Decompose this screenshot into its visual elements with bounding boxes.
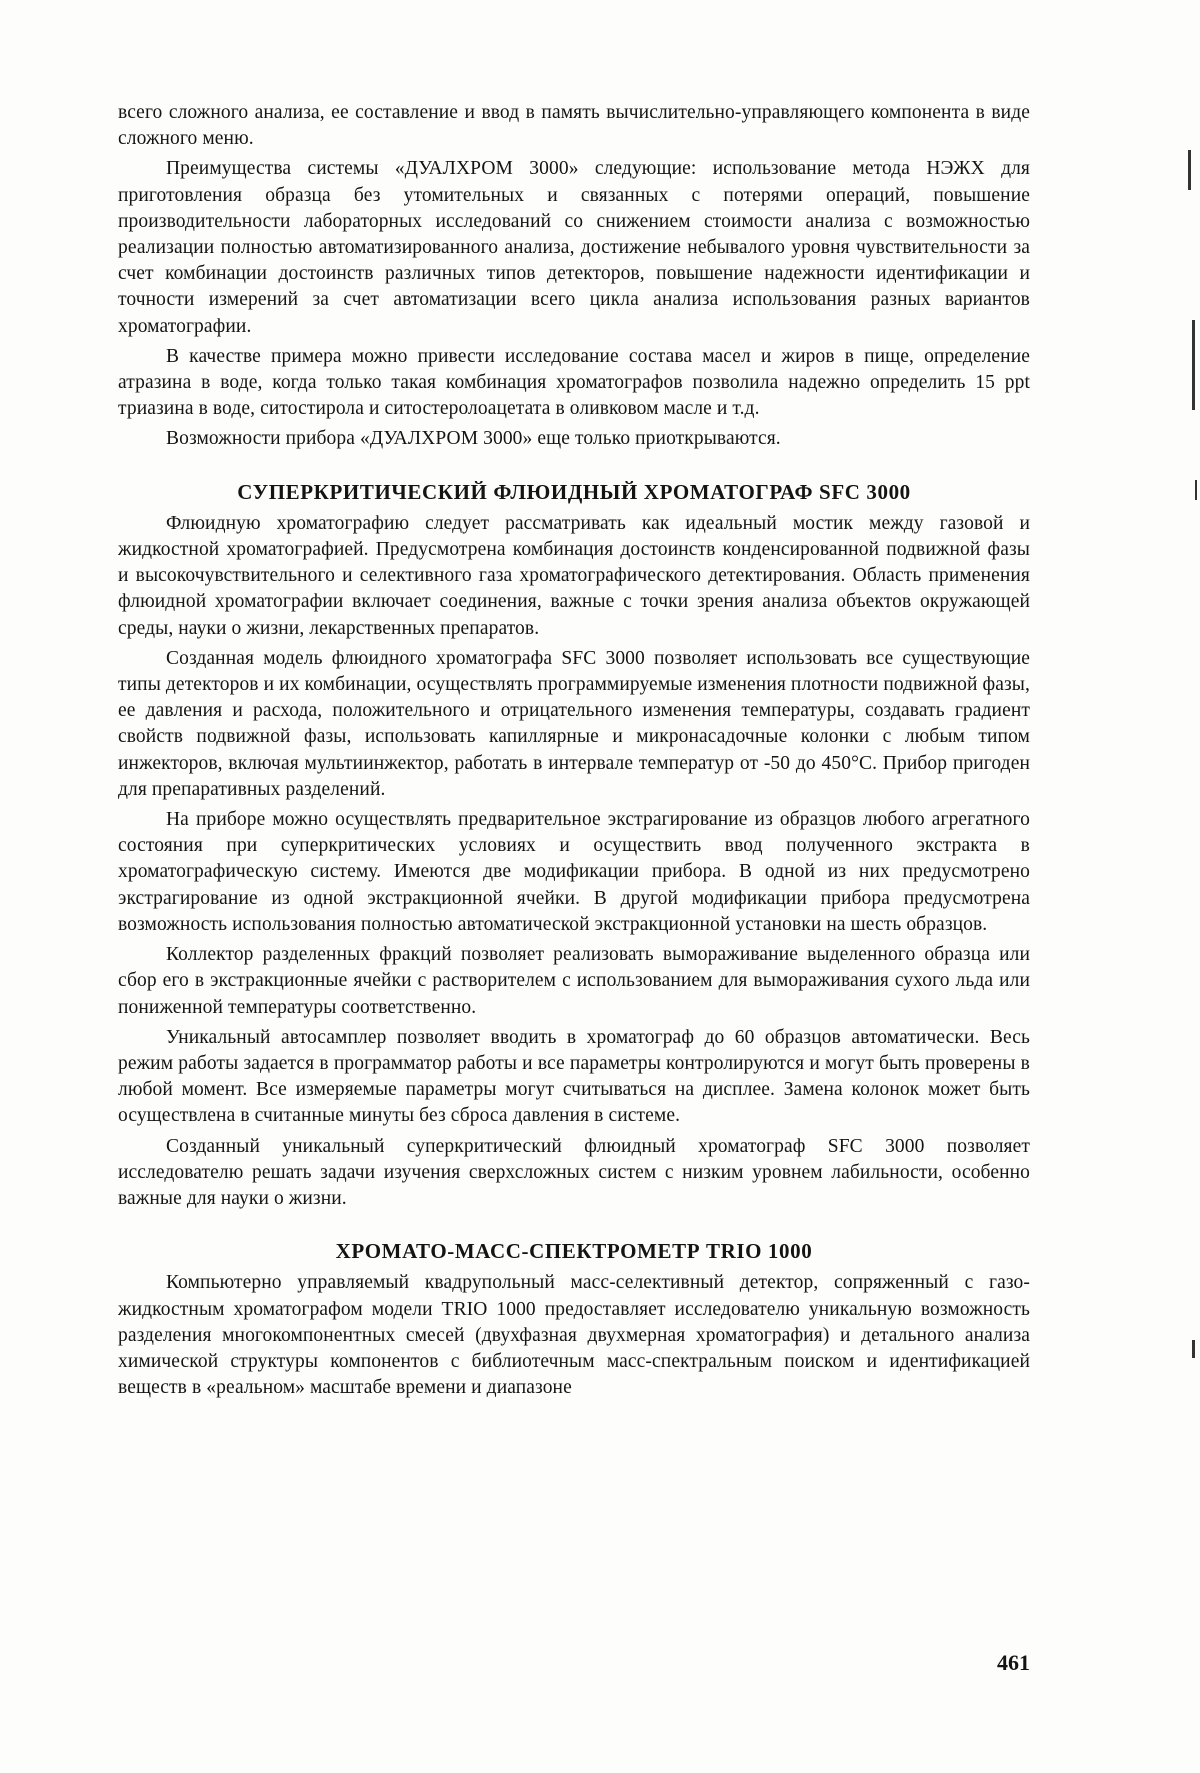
section-title-sfc3000: СУПЕРКРИТИЧЕСКИЙ ФЛЮИДНЫЙ ХРОМАТОГРАФ SFC 3000 [237,479,911,504]
scan-edge-mark [1188,150,1191,190]
paragraph-sfc-autosampler: Уникальный автосамплер позволяет вводить в хроматограф до 60 образцов автоматически. Весь режим работы задается в программатор работы и все параметры контролируются и могут быть проверены в любой момент. Все измеряемые параметры могут считываться на дисплее. Замена колонок может быть осуществлена в считанные минуты без сброса давления в системе. [118,1026,1030,1127]
paragraph-sfc-extraction: На приборе можно осуществлять предварительное экстрагирование из образцов любого агрегатного состояния при суперкритических условиях и осуществить ввод полученного экстракта в хроматографическую систему. Имеются две модификации прибора. В одной из них предусмотрено экстрагирование из одной экстракционной ячейки. В другой модификации прибора предусмотрена возможность использования полностью автоматической экстракционной установки на шесть образцов. [118,809,1030,935]
paragraph-sfc-model: Созданная модель флюидного хроматографа SFC 3000 позволяет использовать все существующие типы детекторов и их комбинации, осуществлять программируемые изменения плотности подвижной фазы, ее давления и расхода, положительного и отрицательного изменения температуры, создавать градиент свойств подвижной фазы, использовать капиллярные и микронасадочные колонки с любым типом инжекторов, включая мультиинжектор, работать в интервале температур от -50 до 450°С. Прибор пригоден для препаративных разделений. [118,647,1030,800]
paragraph-example: В качестве примера можно привести исследование состава масел и жиров в пище, определение атразина в воде, когда только такая комбинация хроматографов позволила надежно определить 15 ppt триазина в воде, ситостирола и ситостеролоацетата в оливковом масле и т.д. [118,345,1030,420]
paragraph-sfc-collector: Коллектор разделенных фракций позволяет реализовать вымораживание выделенного образца или сбор его в экстракционные ячейки с растворителем с использованием для вымораживания сухого льда или пониженной температуры соответственно. [118,944,1030,1018]
paragraph-trio-intro: Компьютерно управляемый квадрупольный масс-селективный детектор, сопряженный с газо-жидкостным хроматографом модели TRIO 1000 предоставляет исследователю уникальную возможность разделения многокомпонентных смесей (двухфазная двухмерная хроматография) и детального анализа химической структуры компонентов с библиотечным масс-спектральным поиском и идентификацией веществ в «реальном» масштабе времени и диапазоне [118,1272,1030,1399]
scan-edge-mark [1192,1340,1195,1358]
scan-edge-mark [1195,480,1197,500]
scan-edge-mark [1192,320,1195,410]
paragraph-sfc-intro: Флюидную хроматографию следует рассматривать как идеальный мостик между газовой и жидкостной хроматографией. Предусмотрена комбинация достоинств конденсированной подвижной фазы и высокочувствительного и селективного газа хроматографического детектирования. Область применения флюидной хроматографии включает соединения, важные с точки зрения анализа объектов окружающей среды, науки о жизни, лекарственных препаратов. [118,512,1030,639]
paragraph-sfc-summary: Созданный уникальный суперкритический флюидный хроматограф SFC 3000 позволяет исследователю решать задачи изучения сверхсложных систем с низким уровнем лабильности, особенно важные для науки о жизни. [118,1135,1030,1209]
section-title-trio1000: ХРОМАТО-МАСС-СПЕКТРОМЕТР TRIO 1000 [335,1239,813,1264]
paragraph-possibilities: Возможности прибора «ДУАЛХРОМ 3000» еще только приоткрываются. [166,428,781,450]
page-number: 461 [997,1650,1030,1675]
paragraph-continuation: всего сложного анализа, ее составление и ввод в память вычислительно-управляющего компонента в виде сложного меню. [118,102,1030,150]
page-body-text [118,100,1030,1405]
paragraph-advantages: Преимущества системы «ДУАЛХРОМ 3000» следующие: использование метода НЭЖХ для приготовления образца без утомительных и связанных с потерями операций, повышение производительности лабораторных исследований со снижением стоимости анализа с возможностью реализации полностью автоматизированного анализа, достижение небывалого уровня чувствительности за счет комбинации достоинств различных типов детекторов, повышение надежности идентификации и точности измерений за счет автоматизации всего цикла анализа использования разных вариантов хроматографии. [118,158,1030,337]
